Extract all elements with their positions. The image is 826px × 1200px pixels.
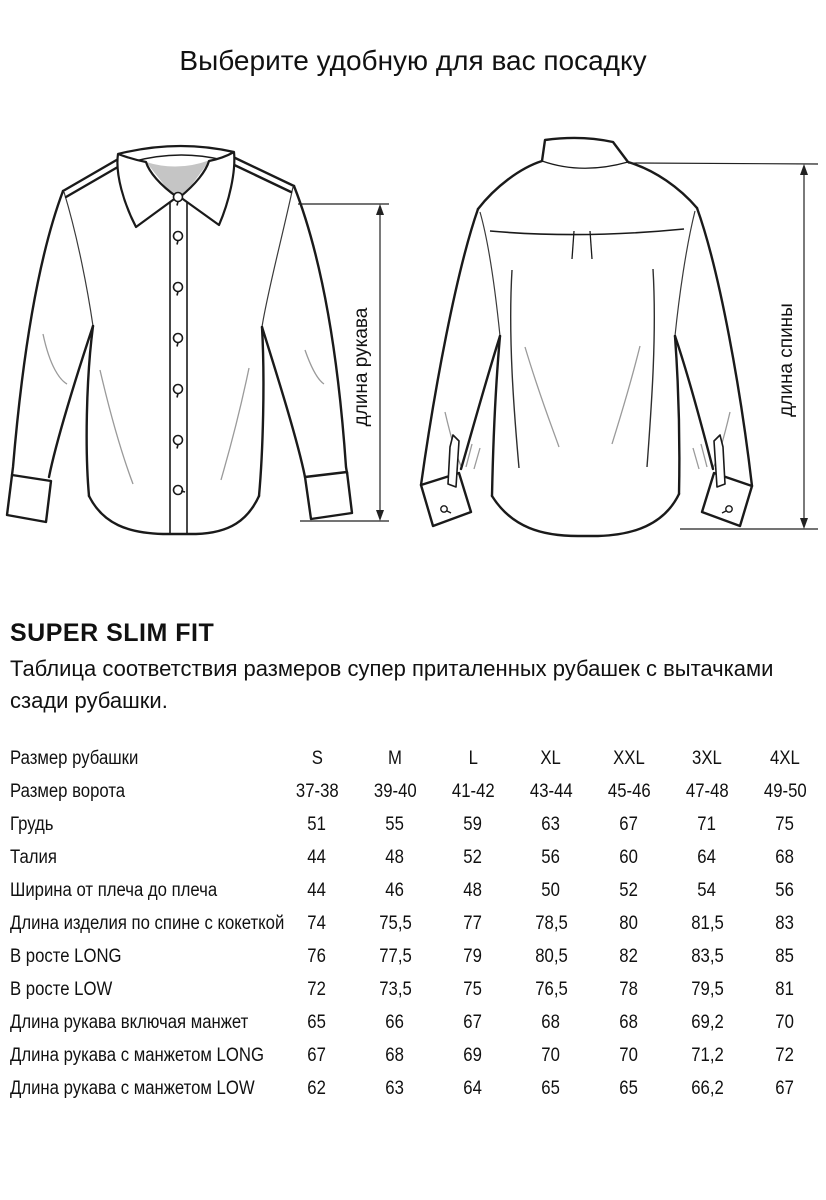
page-title: Выберите удобную для вас посадку <box>179 45 647 76</box>
row-label: Длина рукава включая манжет <box>10 1011 249 1033</box>
size-value-cell: XXL <box>613 747 645 769</box>
size-value-cell: 83 <box>775 912 795 934</box>
size-value-cell: 68 <box>385 1044 405 1066</box>
shirt-front-drawing <box>0 112 400 562</box>
size-value-cell: 4XL <box>770 747 800 769</box>
row-label: Размер рубашки <box>10 747 139 769</box>
size-value-cell: L <box>468 747 478 769</box>
size-value-cell: 67 <box>775 1077 795 1099</box>
fit-description: Таблица соответствия размеров супер приталенных рубашек с вытачками сзади рубашки. <box>10 656 774 713</box>
size-value-cell: 65 <box>619 1077 639 1099</box>
size-value-cell: 71 <box>697 813 717 835</box>
size-value-cell: 41-42 <box>451 780 495 802</box>
size-value-cell: 78 <box>619 978 639 1000</box>
size-value-cell: 48 <box>463 879 483 901</box>
size-value-cell: 55 <box>385 813 405 835</box>
size-value-cell: 65 <box>541 1077 561 1099</box>
row-label: В росте LOW <box>10 978 113 1000</box>
table-row <box>10 841 824 874</box>
size-value-cell: 68 <box>541 1011 561 1033</box>
back-body <box>421 161 752 536</box>
size-value-cell: 60 <box>619 846 639 868</box>
row-label: Грудь <box>10 813 54 835</box>
size-value-cell: 44 <box>307 879 327 901</box>
size-value-cell: 67 <box>307 1044 327 1066</box>
size-value-cell: 80,5 <box>534 945 568 967</box>
table-row <box>10 1006 824 1039</box>
size-value-cell: 59 <box>463 813 483 835</box>
size-value-cell: 39-40 <box>373 780 417 802</box>
back-yoke <box>490 229 684 259</box>
size-value-cell: 68 <box>619 1011 639 1033</box>
size-table <box>10 742 824 1105</box>
size-value-cell: 47-48 <box>685 780 729 802</box>
row-label: Длина рукава с манжетом LONG <box>10 1044 264 1066</box>
size-value-cell: 76 <box>307 945 327 967</box>
row-label: Ширина от плеча до плеча <box>10 879 218 901</box>
size-value-cell: 52 <box>619 879 639 901</box>
front-placket <box>170 199 187 533</box>
back-drape-lines <box>445 346 730 469</box>
table-row <box>10 973 824 1006</box>
size-value-cell: 63 <box>385 1077 405 1099</box>
back-sleeve-plackets <box>448 435 725 487</box>
sleeve-length-label: длина рукава <box>351 307 372 427</box>
size-value-cell: 79,5 <box>690 978 724 1000</box>
size-value-cell: 64 <box>463 1077 483 1099</box>
shirt-back-drawing <box>400 112 826 562</box>
size-value-cell: 56 <box>775 879 795 901</box>
row-label: Талия <box>10 846 57 868</box>
size-value-cell: 63 <box>541 813 561 835</box>
size-value-cell: 49-50 <box>763 780 807 802</box>
size-value-cell: 76,5 <box>534 978 568 1000</box>
front-body <box>7 156 352 534</box>
size-table-body <box>10 742 824 1105</box>
table-row <box>10 1072 824 1105</box>
table-row <box>10 874 824 907</box>
row-label: Длина изделия по спине с кокеткой <box>10 912 285 934</box>
back-collar <box>542 138 628 168</box>
size-value-cell: 73,5 <box>378 978 412 1000</box>
size-value-cell: 66 <box>385 1011 405 1033</box>
size-value-cell: 43-44 <box>529 780 573 802</box>
fit-heading: SUPER SLIM FIT <box>10 619 215 647</box>
size-value-cell: 46 <box>385 879 405 901</box>
row-label: Длина рукава с манжетом LOW <box>10 1077 255 1099</box>
size-value-cell: 52 <box>463 846 483 868</box>
size-value-cell: 69 <box>463 1044 483 1066</box>
size-value-cell: 81,5 <box>690 912 724 934</box>
table-row <box>10 1039 824 1072</box>
front-armhole-seams <box>64 187 293 327</box>
row-label: В росте LONG <box>10 945 122 967</box>
size-value-cell: 81 <box>775 978 795 1000</box>
table-row <box>10 742 824 775</box>
size-value-cell: 44 <box>307 846 327 868</box>
size-value-cell: 54 <box>697 879 717 901</box>
table-row <box>10 775 824 808</box>
size-value-cell: 79 <box>463 945 483 967</box>
front-drape-lines <box>43 334 324 484</box>
size-value-cell: 64 <box>697 846 717 868</box>
size-value-cell: 82 <box>619 945 639 967</box>
size-value-cell: 67 <box>619 813 639 835</box>
size-value-cell: 62 <box>307 1077 327 1099</box>
size-value-cell: 69,2 <box>690 1011 724 1033</box>
size-value-cell: M <box>388 747 402 769</box>
size-value-cell: 50 <box>541 879 561 901</box>
size-value-cell: 67 <box>463 1011 483 1033</box>
size-value-cell: 71,2 <box>690 1044 724 1066</box>
size-value-cell: 74 <box>307 912 327 934</box>
size-value-cell: 85 <box>775 945 795 967</box>
size-value-cell: 68 <box>775 846 795 868</box>
size-value-cell: S <box>311 747 323 769</box>
size-value-cell: 70 <box>619 1044 639 1066</box>
size-value-cell: 48 <box>385 846 405 868</box>
back-cuff-buttons <box>441 506 732 513</box>
size-value-cell: 75 <box>463 978 483 1000</box>
size-value-cell: 70 <box>775 1011 795 1033</box>
size-value-cell: 77 <box>463 912 483 934</box>
size-value-cell: 78,5 <box>534 912 568 934</box>
table-row <box>10 940 824 973</box>
size-value-cell: 45-46 <box>607 780 651 802</box>
front-buttons <box>174 193 186 495</box>
size-value-cell: 80 <box>619 912 639 934</box>
size-value-cell: 70 <box>541 1044 561 1066</box>
size-value-cell: 75 <box>775 813 795 835</box>
table-row <box>10 808 824 841</box>
size-value-cell: XL <box>540 747 562 769</box>
size-value-cell: 37-38 <box>295 780 339 802</box>
size-value-cell: 65 <box>307 1011 327 1033</box>
row-label: Размер ворота <box>10 780 126 802</box>
size-value-cell: 56 <box>541 846 561 868</box>
size-value-cell: 75,5 <box>378 912 412 934</box>
front-collar <box>117 146 234 227</box>
size-value-cell: 66,2 <box>690 1077 724 1099</box>
back-length-label: длина спины <box>776 303 797 417</box>
table-row <box>10 907 824 940</box>
size-value-cell: 51 <box>307 813 327 835</box>
size-value-cell: 3XL <box>692 747 722 769</box>
size-value-cell: 72 <box>775 1044 795 1066</box>
size-value-cell: 83,5 <box>690 945 724 967</box>
size-value-cell: 72 <box>307 978 327 1000</box>
size-value-cell: 77,5 <box>378 945 412 967</box>
